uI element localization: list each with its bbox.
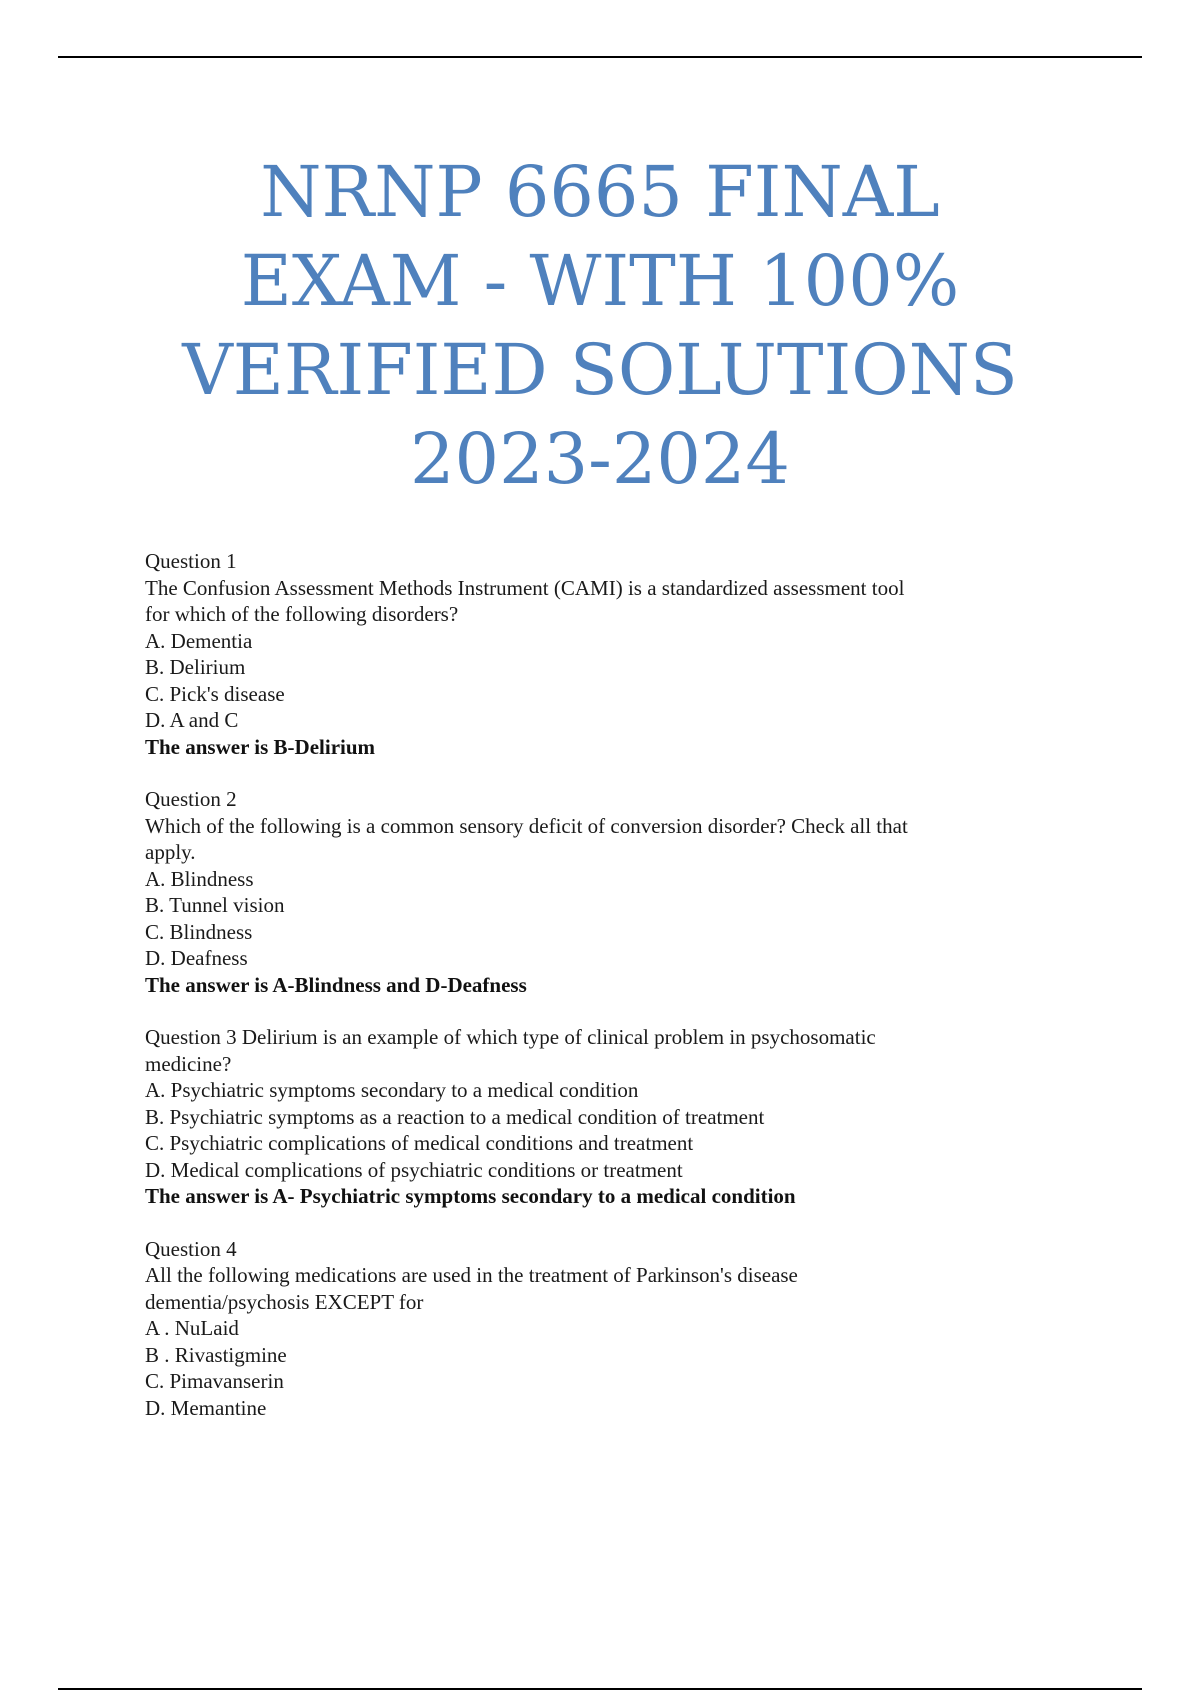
question-text: All the following medications are used in the treatment of Parkinson's disease (145, 1263, 798, 1287)
option-c: C. Blindness (145, 919, 253, 944)
title-line: NRNP 6665 FINAL (260, 151, 940, 233)
question-text: medicine? (145, 1051, 232, 1076)
title-line: EXAM - WITH 100% (240, 240, 960, 322)
answer-text: The answer is B-Delirium (145, 734, 376, 759)
question-list (145, 548, 1045, 1447)
question-3 (145, 1024, 1045, 1210)
question-4 (145, 1236, 1045, 1422)
title-line: VERIFIED SOLUTIONS (182, 329, 1018, 411)
option-c: C. Psychiatric complications of medical conditions and treatment (145, 1131, 694, 1155)
option-b: B. Delirium (145, 655, 246, 679)
option-a: A . NuLaid (145, 1316, 239, 1340)
question-heading: Question 1 (145, 549, 237, 573)
question-text: Which of the following is a common sensory deficit of conversion disorder? Check all that (145, 813, 908, 838)
answer-text: The answer is A- Psychiatric symptoms secondary to a medical condition (145, 1184, 796, 1208)
question-heading: Question 4 (145, 1236, 237, 1261)
option-a: A. Dementia (145, 628, 253, 653)
option-b: B. Psychiatric symptoms as a reaction to a medical condition of treatment (145, 1104, 765, 1129)
question-text: The Confusion Assessment Methods Instrument (CAMI) is a standardized assessment tool (145, 575, 905, 600)
title-line: 2023-2024 (410, 418, 790, 500)
question-2 (145, 786, 1045, 998)
question-1 (145, 548, 1045, 760)
option-d: D. Memantine (145, 1395, 267, 1420)
question-text: dementia/psychosis EXCEPT for (145, 1289, 424, 1314)
option-a: A. Blindness (145, 866, 254, 891)
question-heading: Question 2 (145, 787, 237, 811)
option-c: C. Pick's disease (145, 681, 285, 706)
document-title (0, 148, 1200, 504)
option-b: B . Rivastigmine (145, 1342, 287, 1367)
bottom-rule (58, 1688, 1142, 1690)
option-d: D. Deafness (145, 946, 248, 970)
option-d: D. A and C (145, 708, 239, 732)
top-rule (58, 56, 1142, 58)
question-text: apply. (145, 840, 196, 864)
option-c: C. Pimavanserin (145, 1369, 284, 1393)
answer-text: The answer is A-Blindness and D-Deafness (145, 972, 527, 997)
question-text: for which of the following disorders? (145, 602, 459, 626)
question-text: Question 3 Delirium is an example of which type of clinical problem in psychosomatic (145, 1025, 876, 1049)
option-b: B. Tunnel vision (145, 893, 285, 917)
option-d: D. Medical complications of psychiatric conditions or treatment (145, 1157, 683, 1182)
option-a: A. Psychiatric symptoms secondary to a medical condition (145, 1078, 639, 1102)
